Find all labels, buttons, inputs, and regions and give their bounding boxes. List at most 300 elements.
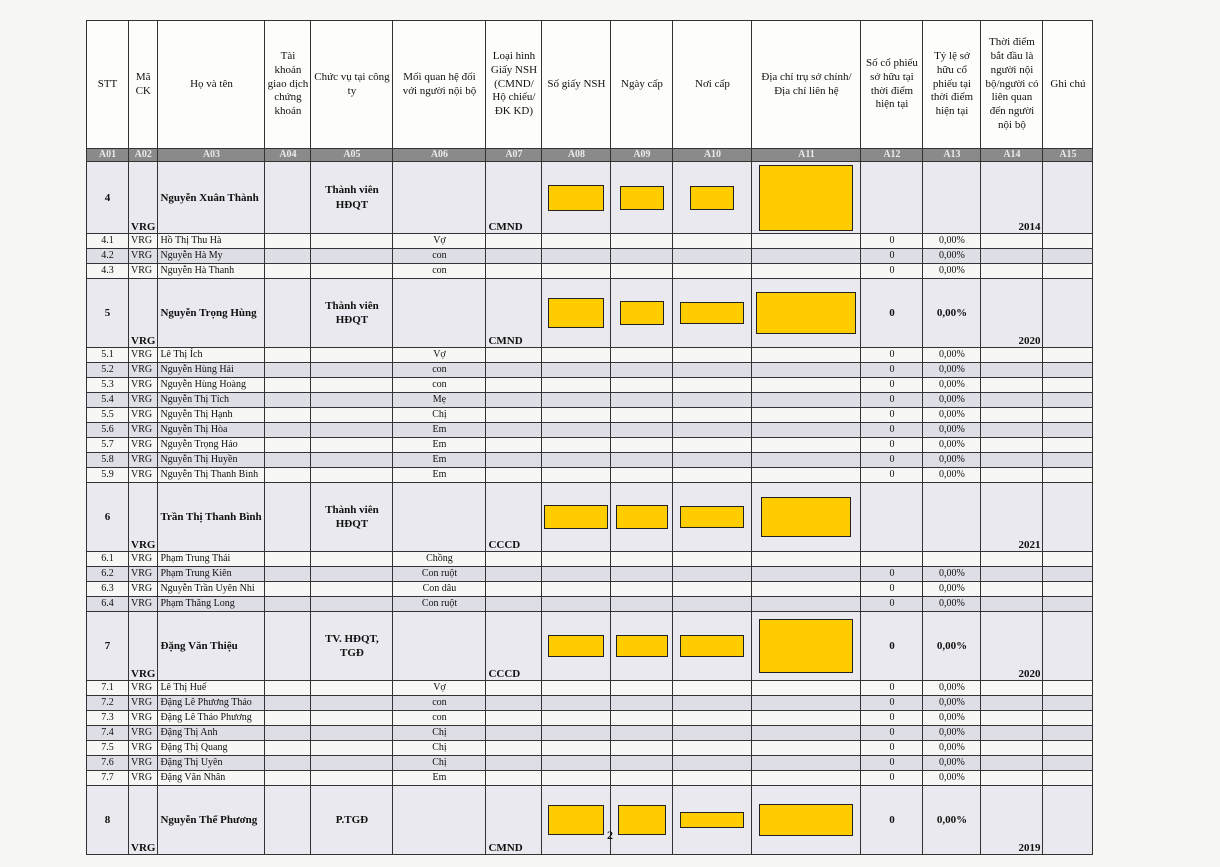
id-number-cell xyxy=(542,483,611,552)
empty-cell xyxy=(611,453,673,468)
start-year-cell xyxy=(981,726,1043,741)
stt-cell: 5.6 xyxy=(87,423,129,438)
empty-cell xyxy=(486,597,542,612)
ratio-cell: 0,00% xyxy=(923,363,981,378)
empty-cell xyxy=(542,681,611,696)
account-cell xyxy=(265,363,311,378)
empty-cell xyxy=(486,552,542,567)
relation-cell: Con dâu xyxy=(393,582,486,597)
start-year-cell xyxy=(981,234,1043,249)
note-cell xyxy=(1043,696,1093,711)
name-cell: Đặng Văn Nhân xyxy=(158,771,265,786)
related-person-row xyxy=(87,423,1093,438)
id-type-cell: CCCD xyxy=(486,612,542,681)
col-header-loai-giay: Loại hình Giấy NSH (CMND/ Hộ chiếu/ĐK KD) xyxy=(486,21,542,149)
stt-cell: 5.8 xyxy=(87,453,129,468)
empty-cell xyxy=(752,771,861,786)
ratio-cell: 0,00% xyxy=(923,423,981,438)
issue-date-cell xyxy=(611,786,673,855)
empty-cell xyxy=(542,696,611,711)
ratio-cell: 0,00% xyxy=(923,438,981,453)
ratio-cell: 0,00% xyxy=(923,786,981,855)
ratio-cell: 0,00% xyxy=(923,468,981,483)
note-cell xyxy=(1043,741,1093,756)
ma-ck-cell: VRG xyxy=(129,408,158,423)
address-cell xyxy=(752,612,861,681)
address-cell xyxy=(752,786,861,855)
ratio-cell xyxy=(923,162,981,234)
col-header-ma-ck: Mã CK xyxy=(129,21,158,149)
account-cell xyxy=(265,786,311,855)
position-cell xyxy=(311,378,393,393)
issue-place-cell xyxy=(673,483,752,552)
name-cell: Đặng Lê Phương Thảo xyxy=(158,696,265,711)
start-year-cell xyxy=(981,567,1043,582)
empty-cell xyxy=(542,453,611,468)
stt-cell: 6.3 xyxy=(87,582,129,597)
issue-place-cell xyxy=(673,786,752,855)
empty-cell xyxy=(486,582,542,597)
note-cell xyxy=(1043,438,1093,453)
empty-cell xyxy=(673,552,752,567)
stt-cell: 5.7 xyxy=(87,438,129,453)
shares-cell: 0 xyxy=(861,249,923,264)
ma-ck-cell: VRG xyxy=(129,771,158,786)
col-header-so-co-phieu: Số cổ phiếu sở hữu tại thời điểm hiện tại xyxy=(861,21,923,149)
note-cell xyxy=(1043,348,1093,363)
empty-cell xyxy=(486,468,542,483)
shares-cell: 0 xyxy=(861,696,923,711)
code-a12: A12 xyxy=(861,149,923,162)
empty-cell xyxy=(611,711,673,726)
position-cell xyxy=(311,363,393,378)
name-cell: Nguyễn Thị Tích xyxy=(158,393,265,408)
empty-cell xyxy=(673,393,752,408)
id-number-cell xyxy=(542,612,611,681)
shares-cell: 0 xyxy=(861,393,923,408)
name-cell: Phạm Trung Thái xyxy=(158,552,265,567)
empty-cell xyxy=(673,711,752,726)
account-cell xyxy=(265,423,311,438)
ratio-cell: 0,00% xyxy=(923,279,981,348)
ratio-cell: 0,00% xyxy=(923,348,981,363)
empty-cell xyxy=(486,681,542,696)
empty-cell xyxy=(752,756,861,771)
name-cell: Nguyễn Trọng Hùng xyxy=(158,279,265,348)
table-body xyxy=(87,162,1093,855)
relation-cell: con xyxy=(393,363,486,378)
empty-cell xyxy=(486,348,542,363)
header-row xyxy=(87,21,1093,149)
empty-cell xyxy=(486,741,542,756)
name-cell: Nguyễn Thị Hòa xyxy=(158,423,265,438)
stt-cell: 7.6 xyxy=(87,756,129,771)
related-person-row xyxy=(87,468,1093,483)
note-cell xyxy=(1043,711,1093,726)
account-cell xyxy=(265,681,311,696)
related-person-row xyxy=(87,552,1093,567)
name-cell: Đặng Văn Thiệu xyxy=(158,612,265,681)
shares-cell: 0 xyxy=(861,726,923,741)
empty-cell xyxy=(542,582,611,597)
position-cell xyxy=(311,726,393,741)
account-cell xyxy=(265,279,311,348)
account-cell xyxy=(265,483,311,552)
shares-cell: 0 xyxy=(861,468,923,483)
code-a15: A15 xyxy=(1043,149,1093,162)
stt-cell: 4.3 xyxy=(87,264,129,279)
position-cell xyxy=(311,741,393,756)
id-number-cell xyxy=(542,786,611,855)
related-person-row xyxy=(87,438,1093,453)
empty-cell xyxy=(611,756,673,771)
empty-cell xyxy=(752,234,861,249)
col-header-stt: STT xyxy=(87,21,129,149)
relation-cell: con xyxy=(393,249,486,264)
empty-cell xyxy=(673,249,752,264)
redaction-id-number xyxy=(548,635,604,657)
position-cell xyxy=(311,711,393,726)
empty-cell xyxy=(752,726,861,741)
stt-cell: 5.4 xyxy=(87,393,129,408)
position-cell xyxy=(311,681,393,696)
account-cell xyxy=(265,468,311,483)
ma-ck-cell: VRG xyxy=(129,741,158,756)
empty-cell xyxy=(542,468,611,483)
name-cell: Nguyễn Trần Uyên Nhi xyxy=(158,582,265,597)
account-cell xyxy=(265,612,311,681)
position-cell xyxy=(311,423,393,438)
position-cell: Thành viên HĐQT xyxy=(311,279,393,348)
col-header-dia-chi: Địa chỉ trụ sở chính/Địa chỉ liên hệ xyxy=(752,21,861,149)
note-cell xyxy=(1043,771,1093,786)
ma-ck-cell: VRG xyxy=(129,423,158,438)
empty-cell xyxy=(611,582,673,597)
position-cell xyxy=(311,438,393,453)
position-cell xyxy=(311,348,393,363)
account-cell xyxy=(265,696,311,711)
code-a10: A10 xyxy=(673,149,752,162)
stt-cell: 5.9 xyxy=(87,468,129,483)
empty-cell xyxy=(673,681,752,696)
issue-date-cell xyxy=(611,279,673,348)
empty-cell xyxy=(486,438,542,453)
redaction-issue-date xyxy=(620,186,664,210)
stt-cell: 4.1 xyxy=(87,234,129,249)
stt-cell: 5.2 xyxy=(87,363,129,378)
account-cell xyxy=(265,771,311,786)
position-cell xyxy=(311,567,393,582)
stt-cell: 5 xyxy=(87,279,129,348)
shares-cell: 0 xyxy=(861,264,923,279)
relation-cell: Chị xyxy=(393,741,486,756)
shares-cell: 0 xyxy=(861,567,923,582)
name-cell: Đặng Thị Anh xyxy=(158,726,265,741)
relation-cell: con xyxy=(393,711,486,726)
ma-ck-cell: VRG xyxy=(129,552,158,567)
start-year-cell xyxy=(981,681,1043,696)
account-cell xyxy=(265,408,311,423)
relation-cell: Chồng xyxy=(393,552,486,567)
shares-cell: 0 xyxy=(861,234,923,249)
empty-cell xyxy=(611,468,673,483)
empty-cell xyxy=(673,453,752,468)
issue-place-cell xyxy=(673,162,752,234)
ma-ck-cell: VRG xyxy=(129,696,158,711)
start-year-cell xyxy=(981,597,1043,612)
empty-cell xyxy=(486,567,542,582)
ma-ck-cell: VRG xyxy=(129,582,158,597)
relation-cell xyxy=(393,483,486,552)
col-header-ngay-cap: Ngày cấp xyxy=(611,21,673,149)
redaction-address xyxy=(756,292,856,334)
start-year-cell xyxy=(981,756,1043,771)
code-a01: A01 xyxy=(87,149,129,162)
start-year-cell xyxy=(981,771,1043,786)
empty-cell xyxy=(673,696,752,711)
ratio-cell: 0,00% xyxy=(923,612,981,681)
note-cell xyxy=(1043,786,1093,855)
name-cell: Nguyễn Hà Thanh xyxy=(158,264,265,279)
relation-cell: Vợ xyxy=(393,681,486,696)
ma-ck-cell: VRG xyxy=(129,681,158,696)
empty-cell xyxy=(611,393,673,408)
empty-cell xyxy=(611,249,673,264)
related-person-row xyxy=(87,249,1093,264)
start-year-cell xyxy=(981,363,1043,378)
ma-ck-cell: VRG xyxy=(129,249,158,264)
relation-cell: Chị xyxy=(393,726,486,741)
position-cell: Thành viên HĐQT xyxy=(311,162,393,234)
name-cell: Nguyễn Thị Huyền xyxy=(158,453,265,468)
redaction-issue-place xyxy=(680,506,744,528)
name-cell: Nguyễn Xuân Thành xyxy=(158,162,265,234)
empty-cell xyxy=(542,567,611,582)
note-cell xyxy=(1043,162,1093,234)
stt-cell: 7 xyxy=(87,612,129,681)
related-person-row xyxy=(87,567,1093,582)
relation-cell: Con ruột xyxy=(393,567,486,582)
ratio-cell: 0,00% xyxy=(923,726,981,741)
name-cell: Lê Thị Ích xyxy=(158,348,265,363)
note-cell xyxy=(1043,597,1093,612)
ratio-cell: 0,00% xyxy=(923,771,981,786)
empty-cell xyxy=(542,423,611,438)
ma-ck-cell: VRG xyxy=(129,597,158,612)
start-year-cell xyxy=(981,264,1043,279)
empty-cell xyxy=(673,726,752,741)
empty-cell xyxy=(542,756,611,771)
name-cell: Nguyễn Thị Hạnh xyxy=(158,408,265,423)
ma-ck-cell: VRG xyxy=(129,363,158,378)
position-cell xyxy=(311,468,393,483)
ratio-cell: 0,00% xyxy=(923,756,981,771)
related-person-row xyxy=(87,348,1093,363)
start-year-cell: 2019 xyxy=(981,786,1043,855)
ma-ck-cell: VRG xyxy=(129,567,158,582)
empty-cell xyxy=(542,249,611,264)
empty-cell xyxy=(542,348,611,363)
empty-cell xyxy=(673,771,752,786)
code-a11: A11 xyxy=(752,149,861,162)
insider-row xyxy=(87,483,1093,552)
start-year-cell xyxy=(981,378,1043,393)
account-cell xyxy=(265,249,311,264)
empty-cell xyxy=(611,264,673,279)
note-cell xyxy=(1043,612,1093,681)
empty-cell xyxy=(611,363,673,378)
empty-cell xyxy=(673,468,752,483)
insider-table xyxy=(86,20,1093,855)
empty-cell xyxy=(752,348,861,363)
empty-cell xyxy=(542,711,611,726)
ma-ck-cell: VRG xyxy=(129,726,158,741)
relation-cell: con xyxy=(393,264,486,279)
empty-cell xyxy=(486,393,542,408)
start-year-cell xyxy=(981,711,1043,726)
ma-ck-cell: VRG xyxy=(129,393,158,408)
related-person-row xyxy=(87,696,1093,711)
empty-cell xyxy=(611,741,673,756)
empty-cell xyxy=(611,726,673,741)
position-cell xyxy=(311,696,393,711)
issue-place-cell xyxy=(673,612,752,681)
empty-cell xyxy=(673,756,752,771)
empty-cell xyxy=(486,771,542,786)
empty-cell xyxy=(752,453,861,468)
position-cell xyxy=(311,582,393,597)
code-a09: A09 xyxy=(611,149,673,162)
empty-cell xyxy=(542,408,611,423)
redaction-id-number xyxy=(548,805,604,835)
issue-date-cell xyxy=(611,162,673,234)
stt-cell: 7.5 xyxy=(87,741,129,756)
ratio-cell: 0,00% xyxy=(923,696,981,711)
relation-cell: con xyxy=(393,696,486,711)
redaction-address xyxy=(759,619,853,673)
stt-cell: 7.2 xyxy=(87,696,129,711)
ma-ck-cell: VRG xyxy=(129,234,158,249)
stt-cell: 6 xyxy=(87,483,129,552)
relation-cell: con xyxy=(393,378,486,393)
account-cell xyxy=(265,162,311,234)
ma-ck-cell: VRG xyxy=(129,786,158,855)
empty-cell xyxy=(673,597,752,612)
account-cell xyxy=(265,378,311,393)
empty-cell xyxy=(673,234,752,249)
note-cell xyxy=(1043,408,1093,423)
empty-cell xyxy=(611,234,673,249)
stt-cell: 5.3 xyxy=(87,378,129,393)
stt-cell: 6.4 xyxy=(87,597,129,612)
shares-cell: 0 xyxy=(861,786,923,855)
empty-cell xyxy=(673,363,752,378)
empty-cell xyxy=(673,264,752,279)
shares-cell: 0 xyxy=(861,423,923,438)
empty-cell xyxy=(542,234,611,249)
note-cell xyxy=(1043,234,1093,249)
shares-cell: 0 xyxy=(861,348,923,363)
redaction-issue-date xyxy=(618,805,666,835)
empty-cell xyxy=(752,363,861,378)
empty-cell xyxy=(611,567,673,582)
empty-cell xyxy=(542,771,611,786)
start-year-cell xyxy=(981,423,1043,438)
insider-row xyxy=(87,279,1093,348)
empty-cell xyxy=(611,438,673,453)
code-a08: A08 xyxy=(542,149,611,162)
redaction-issue-place xyxy=(680,812,744,828)
empty-cell xyxy=(611,771,673,786)
page-number: 2 xyxy=(607,828,613,842)
ratio-cell: 0,00% xyxy=(923,408,981,423)
redaction-id-number xyxy=(548,298,604,328)
redaction-address xyxy=(759,165,853,231)
account-cell xyxy=(265,711,311,726)
empty-cell xyxy=(611,378,673,393)
shares-cell xyxy=(861,162,923,234)
col-header-noi-cap: Nơi cấp xyxy=(673,21,752,149)
stt-cell: 8 xyxy=(87,786,129,855)
ratio-cell: 0,00% xyxy=(923,681,981,696)
empty-cell xyxy=(673,423,752,438)
stt-cell: 7.4 xyxy=(87,726,129,741)
id-number-cell xyxy=(542,162,611,234)
id-type-cell: CMND xyxy=(486,279,542,348)
note-cell xyxy=(1043,726,1093,741)
empty-cell xyxy=(752,423,861,438)
empty-cell xyxy=(486,408,542,423)
empty-cell xyxy=(611,696,673,711)
empty-cell xyxy=(542,363,611,378)
empty-cell xyxy=(673,408,752,423)
ma-ck-cell: VRG xyxy=(129,483,158,552)
redaction-address xyxy=(759,804,853,836)
empty-cell xyxy=(673,567,752,582)
account-cell xyxy=(265,741,311,756)
relation-cell xyxy=(393,162,486,234)
account-cell xyxy=(265,552,311,567)
relation-cell xyxy=(393,612,486,681)
stt-cell: 4.2 xyxy=(87,249,129,264)
relation-cell: Em xyxy=(393,438,486,453)
name-cell: Đặng Lê Thảo Phương xyxy=(158,711,265,726)
issue-place-cell xyxy=(673,279,752,348)
relation-cell: Chị xyxy=(393,756,486,771)
relation-cell: Chị xyxy=(393,408,486,423)
ratio-cell: 0,00% xyxy=(923,393,981,408)
empty-cell xyxy=(752,582,861,597)
redaction-issue-date xyxy=(616,505,668,529)
empty-cell xyxy=(486,423,542,438)
redaction-issue-date xyxy=(620,301,664,325)
start-year-cell xyxy=(981,453,1043,468)
address-cell xyxy=(752,483,861,552)
start-year-cell xyxy=(981,582,1043,597)
code-row xyxy=(87,149,1093,162)
redaction-address xyxy=(761,497,851,537)
col-header-tai-khoan: Tài khoản giao dịch chứng khoán xyxy=(265,21,311,149)
redaction-id-number xyxy=(544,505,608,529)
ma-ck-cell: VRG xyxy=(129,378,158,393)
stt-cell: 5.5 xyxy=(87,408,129,423)
ratio-cell: 0,00% xyxy=(923,378,981,393)
empty-cell xyxy=(752,438,861,453)
relation-cell: Con ruột xyxy=(393,597,486,612)
shares-cell: 0 xyxy=(861,741,923,756)
related-person-row xyxy=(87,264,1093,279)
empty-cell xyxy=(752,741,861,756)
